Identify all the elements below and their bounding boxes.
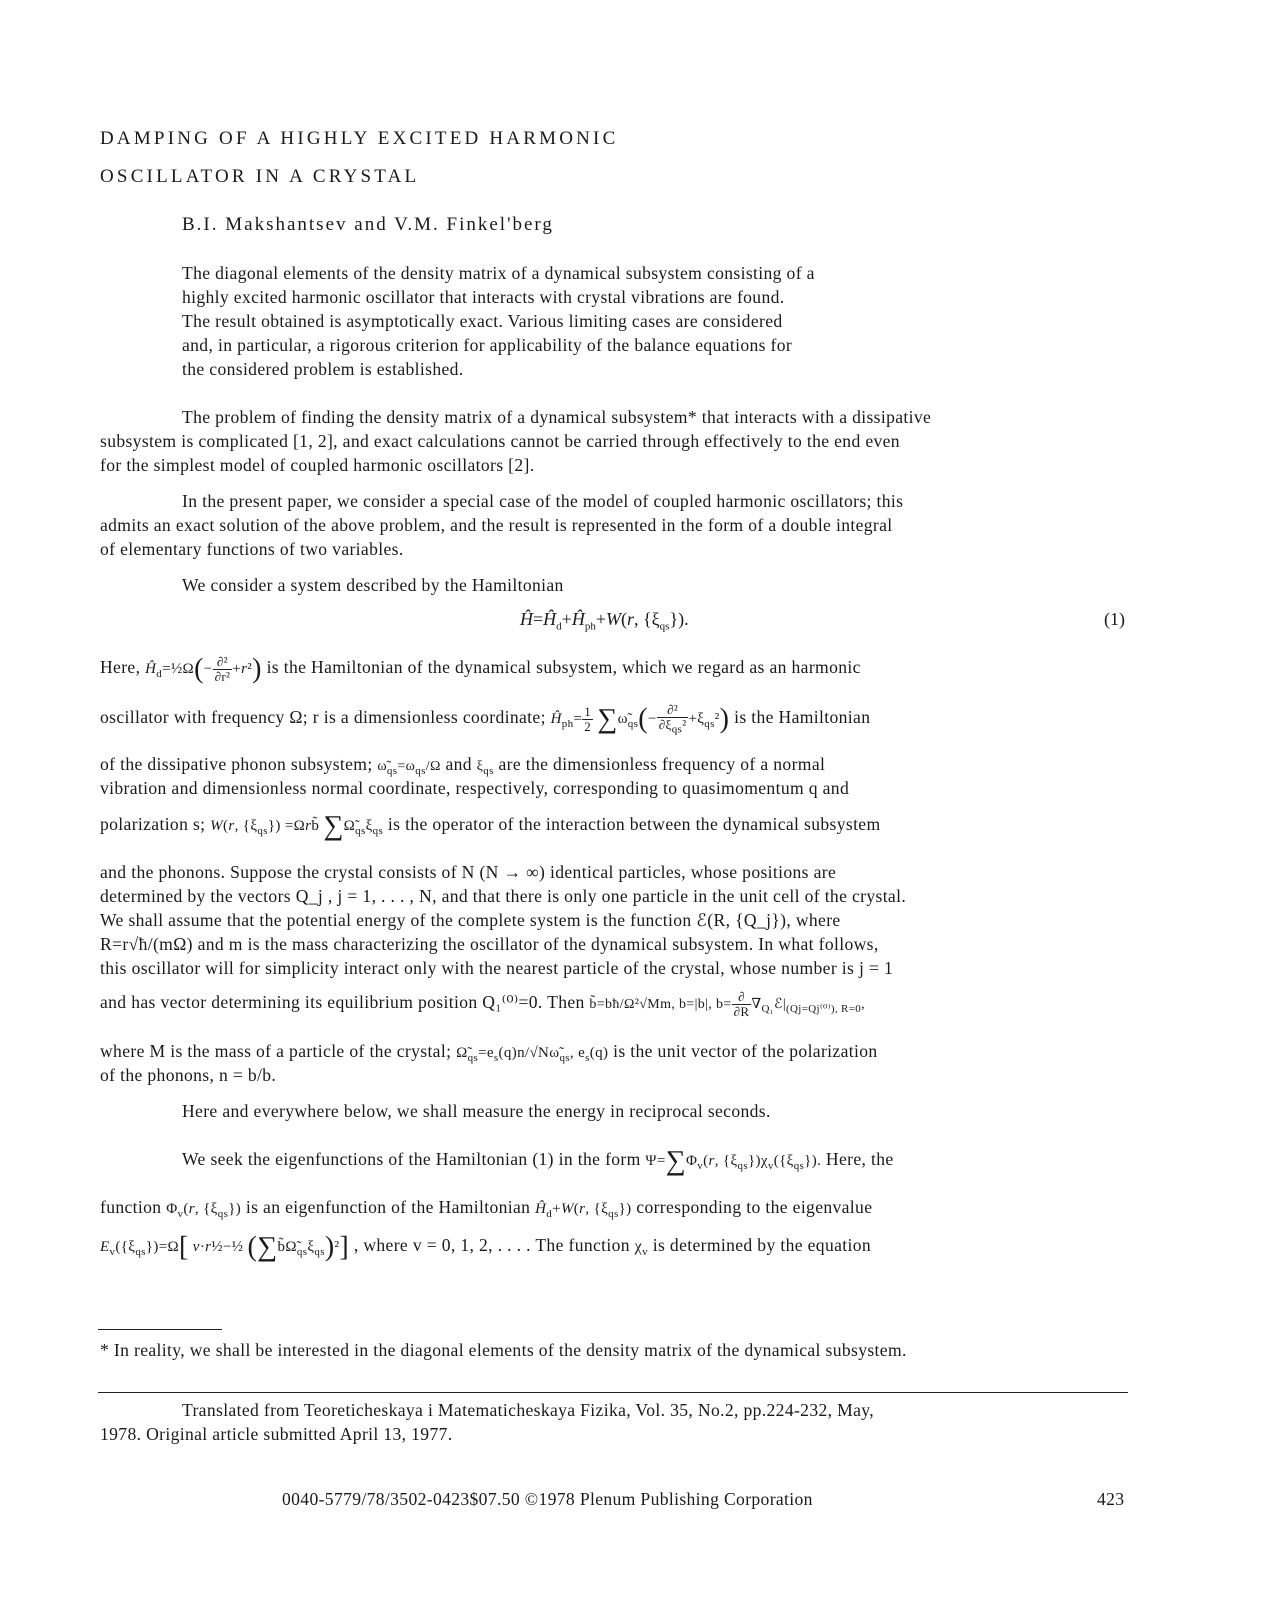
equation-1: $Ĥ=Ĥ_d+Ĥ_{ph}+W(r$, $\{\xi_{qs}\}$). [520,609,689,633]
hamiltonian-intro: We consider a system described by the Hamiltonian [182,575,564,595]
paragraph-line: We shall assume that the potential energy of the complete system is the function ℰ(R, {Q_j}), where [100,910,841,930]
paragraph-line: subsystem is complicated [1, 2], and exact calculations cannot be carried through effectively to the end even [100,431,900,451]
paragraph-line: R=r√ħ/(mΩ) and m is the mass characterizing the oscillator of the dynamical subsystem. In what follows, [100,934,879,954]
abstract [182,261,815,381]
paragraph-line: for the simplest model of coupled harmonic oscillators [2]. [100,455,535,475]
footer-code: 0040-5779/78/3502-0423$07.50 ©1978 Plenum Publishing Corporation [282,1489,813,1509]
translation-rule [98,1392,1128,1393]
abstract-line: The result obtained is asymptotically exact. Various limiting cases are considered [182,311,783,331]
seek-line: We seek the eigenfunctions of the Hamiltonian (1) in the form $\Psi=\sum\Phi_v(r$, $\{\xi_{qs}\})\chi_v(\{\xi_{qs}\})$. Here, the [182,1145,894,1177]
page-number: 423 [1097,1489,1125,1509]
where-line-1: where M is the mass of a particle of the crystal; $\Omegã_{qs}=e_s(q)n/√N\omegã_{qs}$, $e_s(q)$ is the unit vector of the polarization [100,1041,878,1064]
equation-eigenvalue: $E_v(\{\xi_{qs}\})=\Omega$[ v·r½−½ $(\sum b̃\Omegã_{qs}\xi_{qs})^2$] [100,1231,350,1263]
intro-paragraph-2 [100,489,903,561]
hamiltonian-ph-line: oscillator with frequency Ω; r is a dimensionless coordinate; $Ĥ_{ph}=$ $\frac{1}{2}$ $\sum\omegã_{qs}(-$ $\frac{\text{∂²}}{\partial\xi_{qs}^2}$ $+\xi_{qs}^2$) is the Hamiltonian [100,702,871,736]
equation-w: W(r, $\{\xi_{qs}\}$) =Ωrb̃ $\sum\Omegã_{qs}\xi_{qs}$ [210,810,384,842]
abstract-line: the considered problem is established. [182,359,464,379]
eigenvalue-line: $E_v(\{\xi_{qs}\})=\Omega$[ v·r½−½ $(\sum b̃\Omegã_{qs}\xi_{qs})^2$] , where v = 0, 1, 2, . . . . The function $\chi_v$ is determined by the equation [100,1231,872,1263]
energy-line: Here and everywhere below, we shall measure the energy in reciprocal seconds. [182,1101,771,1121]
translation-note-line2: 1978. Original article submitted April 13, 1977. [100,1424,453,1444]
paragraph-line: and the phonons. Suppose the crystal consists of N (N → ∞) identical particles, whose positions are [100,862,837,882]
function-line: function $\Phi_v(r$, $\{\xi_{qs}\}$) is an eigenfunction of the Hamiltonian $Ĥ_d+W(r$, $\{\xi_{qs}\}$) corresponding to the eigenvalue [100,1197,873,1220]
equation-1-number: (1) [1104,609,1125,629]
paragraph-line: of elementary functions of two variables. [100,539,404,559]
paper-title-line1: DAMPING OF A HIGHLY EXCITED HARMONIC [100,128,619,149]
paragraph-line: admits an exact solution of the above problem, and the result is represented in the form of a double integral [100,515,893,535]
equilibrium-line: and has vector determining its equilibrium position Q₁⁽⁰⁾=0. Then b̃=bħ/Ω²√Mm, b=|b|, b= $\frac{\partial}{\partial R}$ $\nabla_{Q_1}ℰ|_{(Qj=Qj^{(0)}), R=0}$, [100,989,865,1020]
abstract-line: and, in particular, a rigorous criterion for applicability of the balance equations for [182,335,793,355]
paragraph-line: determined by the vectors Q_j , j = 1, . . . , N, and that there is only one particle in the unit cell of the crystal. [100,886,907,906]
hamiltonian-d-line: Here, $Ĥ_d=\frac{1}{2}\Omega(-$ $\frac{\text{∂²}}{\text{∂r²}}$ +r²) is the Hamiltonian of the dynamical subsystem, which we regard as an harmonic [100,653,861,685]
equation-hd: $Ĥ_d=\frac{1}{2}\Omega(-$ $\frac{\text{∂²}}{\text{∂r²}}$ +r²) [145,653,262,685]
where-line-2: of the phonons, n = b/b. [100,1065,277,1085]
authors: B.I. Makshantsev and V.M. Finkel'berg [182,214,554,235]
phonon-line-2: vibration and dimensionless normal coordinate, respectively, corresponding to quasimomentum q and [100,778,850,798]
equation-hph: $Ĥ_{ph}=$ $\frac{1}{2}$ $\sum\omegã_{qs}(-$ $\frac{\text{∂²}}{\partial\xi_{qs}^2}$ $+\xi_{qs}^2$) [550,702,730,736]
footnote: * In reality, we shall be interested in the diagonal elements of the density matrix of the dynamical subsystem. [100,1340,907,1360]
phonon-line-1: of the dissipative phonon subsystem; $\omegã_{qs}=\omega_{qs}/\Omega$ and $\xi_{qs}$ are the dimensionless frequency of a normal [100,754,826,777]
paragraph-line: The problem of finding the density matrix of a dynamical subsystem* that interacts with a dissipative [182,407,932,427]
equation-psi: $\Psi=\sum\Phi_v(r$, $\{\xi_{qs}\})\chi_v(\{\xi_{qs}\})$. [645,1145,822,1177]
intro-paragraph-1 [100,405,931,477]
polarization-line: polarization s; W(r, $\{\xi_{qs}\}$) =Ωrb̃ $\sum\Omegã_{qs}\xi_{qs}$ is the operator of the interaction between the dynamical subsystem [100,810,881,842]
translation-note-line1: Translated from Teoreticheskaya i Matematicheskaya Fizika, Vol. 35, No.2, pp.224-232, May, [182,1400,875,1420]
paper-title-line2: OSCILLATOR IN A CRYSTAL [100,166,420,187]
equation-b: b̃=bħ/Ω²√Mm, b=|b|, b= $\frac{\partial}{\partial R}$ $\nabla_{Q_1}ℰ|_{(Qj=Qj^{(0)}), R=0}$, [589,989,865,1020]
body-paragraph [100,860,906,980]
abstract-line: The diagonal elements of the density matrix of a dynamical subsystem consisting of a [182,263,815,283]
footnote-rule [98,1329,222,1330]
paragraph-line: In the present paper, we consider a special case of the model of coupled harmonic oscillators; this [182,491,904,511]
abstract-line: highly excited harmonic oscillator that interacts with crystal vibrations are found. [182,287,785,307]
paragraph-line: this oscillator will for simplicity interact only with the nearest particle of the crystal, whose number is j = 1 [100,958,894,978]
